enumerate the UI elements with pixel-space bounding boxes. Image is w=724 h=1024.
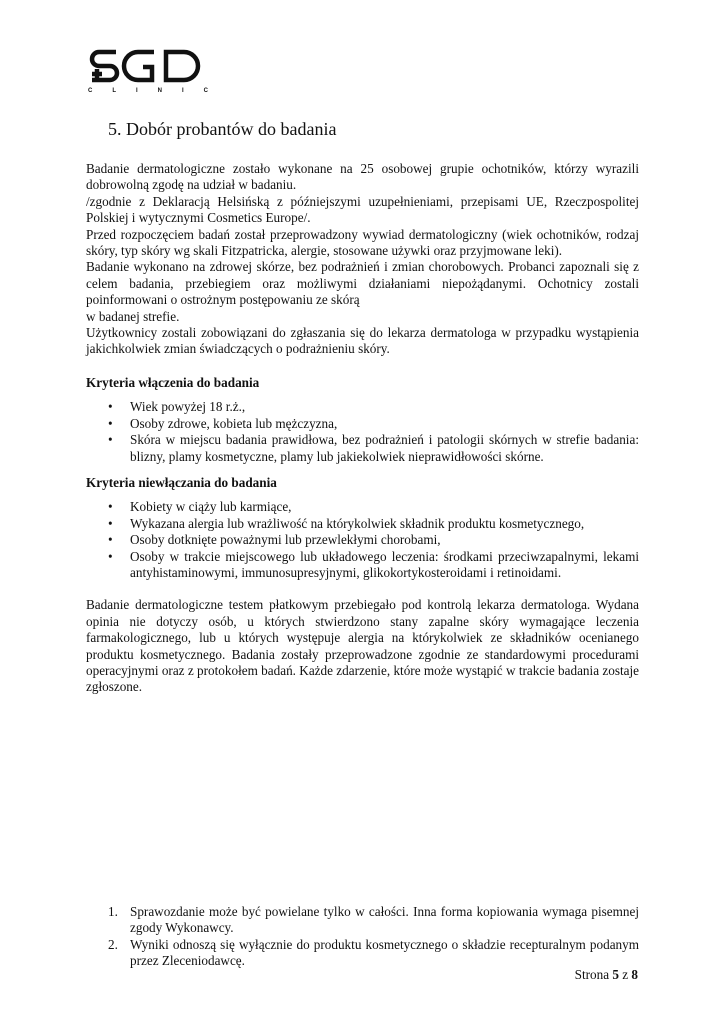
exclusion-criteria-list bbox=[86, 499, 639, 581]
list-item: • Kobiety w ciąży lub karmiące, bbox=[86, 499, 639, 515]
logo-subtitle: CLINIC bbox=[88, 88, 228, 94]
exclusion-criteria-title: Kryteria niewłączania do badania bbox=[86, 474, 277, 490]
list-item: • Osoby dotknięte poważnymi lub przewlekłymi chorobami, bbox=[86, 532, 639, 548]
section-heading: 5. Dobór probantów do badania bbox=[108, 119, 337, 139]
intro-paragraph: Użytkownicy zostali zobowiązani do zgłaszania się do lekarza dermatologa w przypadku wystąpienia jakichkolwiek zmian świadczących o podrażnieniu skóry. bbox=[86, 325, 639, 357]
footnote-number: 1. bbox=[108, 904, 118, 919]
footnote-text: Wyniki odnoszą się wyłącznie do produktu kosmetycznego o składzie recepturalnym podanym przez Zleceniodawcę. bbox=[130, 936, 639, 969]
list-item: • Wykazana alergia lub wrażliwość na którykolwiek składnik produktu kosmetycznego, bbox=[86, 516, 639, 532]
page-separator: z bbox=[622, 967, 629, 982]
list-item: • Osoby zdrowe, kobieta lub mężczyzna, bbox=[86, 416, 639, 432]
inclusion-criteria-title: Kryteria włączenia do badania bbox=[86, 374, 260, 390]
list-item: • Wiek powyżej 18 r.ż., bbox=[86, 399, 639, 415]
page-number bbox=[575, 967, 638, 983]
document-body bbox=[86, 161, 639, 696]
page-label: Strona bbox=[574, 967, 610, 982]
intro-paragraph: Badanie wykonano na zdrowej skórze, bez podrażnień i zmian chorobowych. Probanci zapoznali się z celem badania, przebiegiem oraz możliwymi działaniami niepożądanymi. Ochotnicy zostali poinformowani o ostrożnym postępowaniu ze skórą bbox=[86, 259, 639, 308]
page-total: 8 bbox=[631, 967, 638, 982]
footnote-item bbox=[108, 937, 639, 970]
page-current: 5 bbox=[612, 967, 619, 982]
intro-paragraph: /zgodnie z Deklaracją Helsińską z późniejszymi uzupełnieniami, przepisami UE, Rzeczpospolitej Polskiej i wytycznymi Cosmetics Europe/. bbox=[86, 193, 639, 226]
sgd-logo-icon bbox=[88, 46, 206, 86]
inclusion-criteria-list bbox=[86, 399, 639, 465]
footnote-text: Sprawozdanie może być powielane tylko w całości. Inna forma kopiowania wymaga pisemnej zgody Wykonawcy. bbox=[130, 904, 639, 936]
intro-paragraph: w badanej strefie. bbox=[86, 308, 180, 324]
intro-paragraph: Przed rozpoczęciem badań został przeprowadzony wywiad dermatologiczny (wiek ochotników, rodzaj skóry, typ skóry wg skali Fitzpatricka, alergie, stosowane używki oraz przyjmowane leki). bbox=[86, 226, 639, 259]
intro-paragraph: Badanie dermatologiczne zostało wykonane na 25 osobowej grupie ochotników, którzy wyrazili dobrowolną zgodę na udział w badaniu. bbox=[86, 161, 639, 193]
clinic-logo bbox=[88, 46, 228, 104]
list-item: • Skóra w miejscu badania prawidłowa, bez podrażnień i patologii skórnych w strefie badania: blizny, plamy kosmetyczne, plamy lub jakiekolwiek nieprawidłowości skórne. bbox=[86, 432, 639, 465]
footnote-number: 2. bbox=[108, 936, 118, 952]
footnote-item bbox=[108, 904, 639, 937]
list-item: • Osoby w trakcie miejscowego lub układowego leczenia: środkami przeciwzapalnymi, lekami antyhistaminowymi, immunosupresyjnymi, glikokortykosteroidami i retinoidami. bbox=[86, 549, 639, 582]
closing-paragraph: Badanie dermatologiczne testem płatkowym przebiegało pod kontrolą lekarza dermatologa. Wydana opinia nie dotyczy osób, u których stwierdzono stany zapalne skóry wymagające leczenia farmakologicznego, lub u których występuje alergia na którykolwiek ze składników ocenianego produktu kosmetycznego. Badania zostały przeprowadzone zgodnie ze standardowymi procedurami operacyjnymi oraz z protokołem badań. Każde zdarzenie, które może wystąpić w trakcie badania zostaje zgłoszone. bbox=[86, 597, 639, 695]
footnotes bbox=[108, 904, 639, 970]
